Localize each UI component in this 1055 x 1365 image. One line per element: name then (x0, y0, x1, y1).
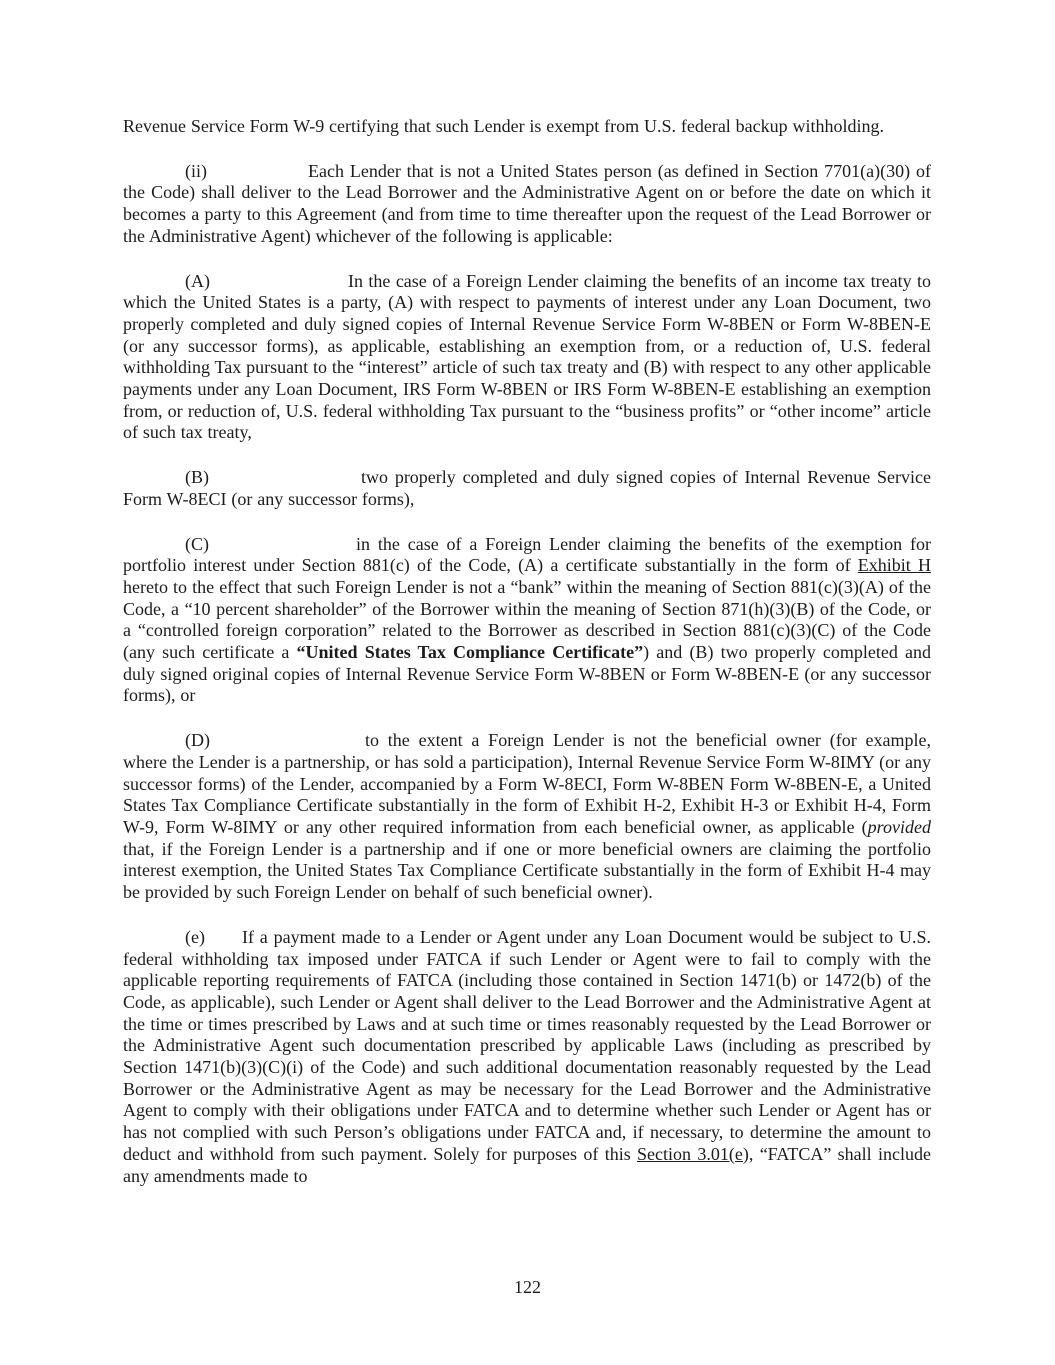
paragraph-text: to the extent a Foreign Lender is not the beneficial owner (for example, where the Lender is a partnership, or has sold a participation), Internal Revenue Service Form W-8IMY (or any successor forms) of the Lender, accompanied by a Form W-8ECI, Form W-8BEN Form W-8BEN-E, a United States Tax Compliance Certificate substantially in the form of Exhibit H-2, Exhibit H-3 or Exhibit H-4, Form W-9, Form W-8IMY or any other required information from each beneficial owner, as applicable (provided that, if the Foreign Lender is a partnership and if one or more beneficial owners are claiming the portfolio interest exemption, the United States Tax Compliance Certificate substantially in the form of Exhibit H-4 may be provided by such Foreign Lender on behalf of such beneficial owner). (123, 730, 931, 903)
paragraph-text: two properly completed and duly signed copies of Internal Revenue Service Form W-8ECI (or any successor forms), (123, 467, 931, 509)
paragraph-label: (B) (185, 467, 209, 488)
indent-spacer (123, 176, 185, 177)
paragraph-c (123, 534, 931, 708)
page-number: 122 (514, 1277, 541, 1297)
tab-spacer (210, 286, 348, 287)
paragraph-text: In the case of a Foreign Lender claiming the benefits of an income tax treaty to which the United States is a party, (A) with respect to payments of interest under any Loan Document, two properly completed and duly signed copies of Internal Revenue Service Form W-8BEN or Form W-8BEN-E (or any successor forms), as applicable, establishing an exemption from, or a reduction of, U.S. federal withholding Tax pursuant to the “interest” article of such tax treaty and (B) with respect to any other applicable payments under any Loan Document, IRS Form W-8BEN or IRS Form W-8BEN-E establishing an exemption from, or reduction of, U.S. federal withholding Tax pursuant to the “business profits” or “other income” article of such tax treaty, (123, 270, 931, 443)
document-body (123, 116, 931, 1187)
paragraph-text: Revenue Service Form W-9 certifying that such Lender is exempt from U.S. federal backup withholding. (123, 116, 885, 136)
paragraph-ii (123, 161, 931, 248)
indent-spacer (123, 745, 185, 746)
indent-spacer (123, 286, 185, 287)
paragraph-d (123, 730, 931, 904)
paragraph-e (123, 927, 931, 1187)
paragraph-label: (A) (185, 270, 210, 291)
indent-spacer (123, 942, 185, 943)
indent-spacer (123, 482, 185, 483)
tab-spacer (210, 745, 365, 746)
paragraph-label: (D) (185, 730, 210, 751)
paragraph-a (123, 271, 931, 445)
paragraph-b (123, 467, 931, 510)
tab-spacer (207, 176, 308, 177)
tab-spacer (209, 482, 361, 483)
paragraph-label: (ii) (185, 160, 207, 181)
paragraph-label: (e) (185, 926, 205, 947)
paragraph-text: Each Lender that is not a United States person (as defined in Section 7701(a)(30) of the Code) shall deliver to the Lead Borrower and the Administrative Agent on or before the date on which it becomes a party to this Agreement (and from time to time thereafter upon the request of the Lead Borrower or the Administrative Agent) whichever of the following is applicable: (123, 160, 931, 246)
tab-spacer (205, 942, 242, 943)
indent-spacer (123, 549, 185, 550)
paragraph-w9-continuation (123, 116, 931, 138)
paragraph-text: in the case of a Foreign Lender claiming the benefits of the exemption for portfolio interest under Section 881(c) of the Code, (A) a certificate substantially in the form of Exhibit H hereto to the effect that such Foreign Lender is not a “bank” within the meaning of Section 881(c)(3)(A) of the Code, a “10 percent shareholder” of the Borrower within the meaning of Section 871(h)(3)(B) of the Code, or a “controlled foreign corporation” related to the Borrower as described in Section 881(c)(3)(C) of the Code (any such certificate a “United States Tax Compliance Certificate”) and (B) two properly completed and duly signed original copies of Internal Revenue Service Form W-8BEN or Form W-8BEN-E (or any successor forms), or (123, 533, 931, 706)
paragraph-text: If a payment made to a Lender or Agent under any Loan Document would be subject to U.S. federal withholding tax imposed under FATCA if such Lender or Agent were to fail to comply with the applicable reporting requirements of FATCA (including those contained in Section 1471(b) or 1472(b) of the Code, as applicable), such Lender or Agent shall deliver to the Lead Borrower and the Administrative Agent at the time or times prescribed by Laws and at such time or times reasonably requested by the Lead Borrower or the Administrative Agent such documentation prescribed by applicable Laws (including as prescribed by Section 1471(b)(3)(C)(i) of the Code) and such additional documentation reasonably requested by the Lead Borrower or the Administrative Agent as may be necessary for the Lead Borrower and the Administrative Agent to comply with their obligations under FATCA and to determine whether such Lender or Agent has or has not complied with such Person’s obligations under FATCA and, if necessary, to determine the amount to deduct and withhold from such payment. Solely for purposes of this Section 3.01(e), “FATCA” shall include any amendments made to (123, 926, 931, 1186)
paragraph-label: (C) (185, 533, 209, 554)
tab-spacer (209, 549, 356, 550)
